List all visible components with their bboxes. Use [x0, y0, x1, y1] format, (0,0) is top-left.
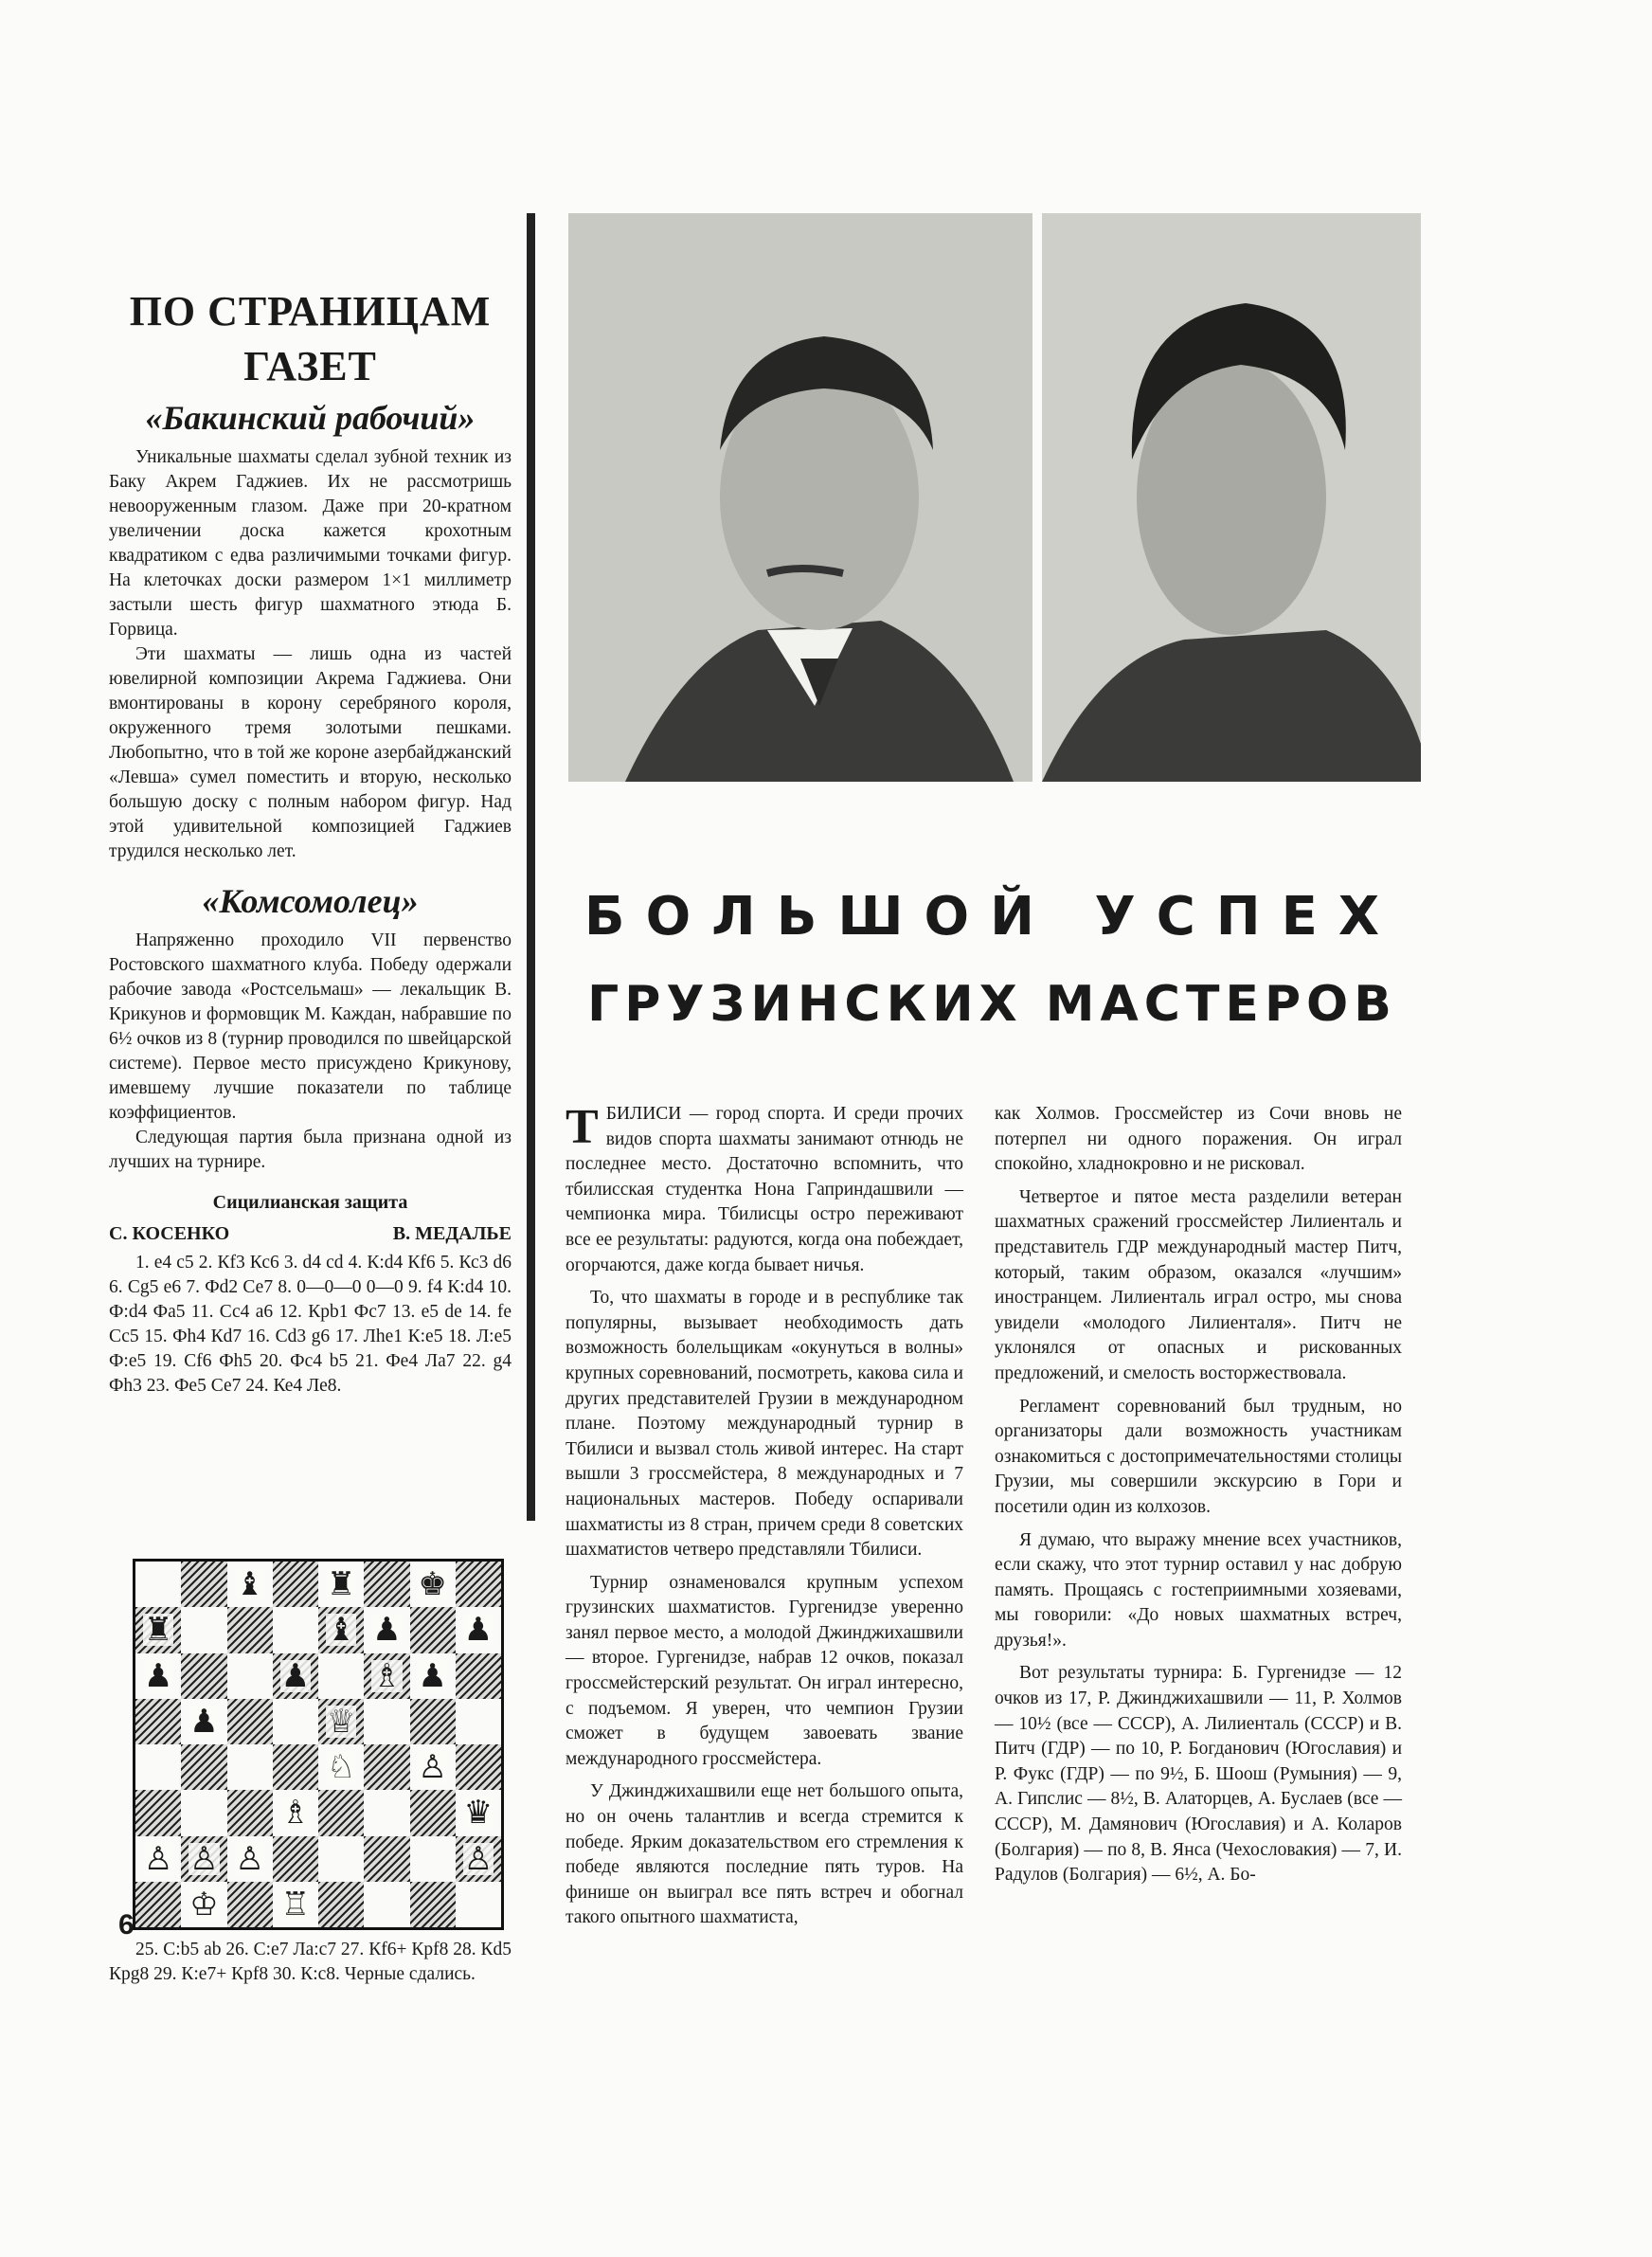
chess-piece-icon: ♟ [463, 1611, 494, 1650]
chess-piece-icon: ♘ [326, 1748, 356, 1787]
board-square [456, 1882, 501, 1927]
board-square [273, 1744, 318, 1790]
chess-piece-icon: ♔ [189, 1885, 219, 1923]
board-square [410, 1699, 456, 1744]
board-square [227, 1607, 273, 1652]
vertical-rule [527, 213, 535, 1521]
article-title-line-1: БОЛЬШОЙ УСПЕХ [584, 886, 1401, 948]
board-square [318, 1562, 364, 1607]
article-paragraph: Регламент соревнований был трудным, но организаторы дали возможность участникам ознакомиться с достопримечательностями столицы Грузии, мы совершили экскурсию в Гори и посетили один из колхозов. [995, 1396, 1402, 1517]
newspaper-title-baku: «Бакинский рабочий» [145, 399, 476, 437]
article-paragraph: Вот результаты турнира: Б. Гургенидзе — 12 очков из 17, Р. Джинджихашвили — 11, Р. Холмов — 10½ (все — СССР), А. Лилиенталь (СССР) и В. Питч (ГДР) — по 10, Р. Богданович (Югославия) и Р. Фукс (ГДР) — по 9½, Б. Шоош (Румыния) — 9, А. Гипслис — 8½, В. Алаторцев, А. Буслаев (все — СССР), М. Дамянович (Югославия) и А. Коларов (Болгария) — по 8, В. Янса (Чехословакия) — 7, И. Радулов (Болгария) — 6½, А. Бо- [995, 1663, 1402, 1886]
board-square [456, 1790, 501, 1835]
article-paragraph: Я думаю, что выражу мнение всех участников, если скажу, что этот турнир оставил у нас добрую память. Прощаясь с гостеприимными хозяевами, мы говорили: «До новых шахматных встреч, друзья!». [995, 1529, 1402, 1651]
chess-piece-icon: ♚ [418, 1565, 447, 1604]
board-square [273, 1699, 318, 1744]
board-square [273, 1562, 318, 1607]
board-square [410, 1607, 456, 1652]
black-player: В. МЕДАЛЬЕ [392, 1223, 512, 1244]
board-square [318, 1836, 364, 1882]
board-square [410, 1882, 456, 1927]
chess-piece-icon: ♝ [235, 1565, 264, 1604]
board-square [364, 1744, 409, 1790]
chess-piece-icon: ♛ [463, 1794, 494, 1833]
opening-name: Сицилианская защита [212, 1192, 408, 1213]
board-square [181, 1790, 226, 1835]
board-square [410, 1836, 456, 1882]
komsomolets-paragraph: Напряженно проходило VII первенство Ростовского шахматного клуба. Победу одержали рабочие завода «Ростсельмаш» — лекальщик В. Крикунов и формовщик М. Каждан, набравшие по 6½ очков из 8 (турнир проводился по швейцарской системе). Первое место присуждено Крикунову, имевшему лучшие показатели по таблице коэффициентов. [109, 930, 512, 1123]
board-square [227, 1744, 273, 1790]
board-square [181, 1653, 226, 1699]
board-square [135, 1562, 181, 1607]
article-paragraph: Турнир ознаменовался крупным успехом грузинских шахматистов. Гургенидзе уверенно занял первое место, а молодой Джинджихашвили — второе. Гургенидзе, набрав 12 очков, показал гроссмейстерский результат. Он играл интересно, с подъемом. Я уверен, что чемпион Грузии сможет в будущем завоевать звание международного гроссмейстера. [566, 1572, 963, 1769]
chess-piece-icon: ♝ [326, 1611, 356, 1650]
left-column [109, 284, 512, 1399]
moves-after-diagram-block [109, 1938, 512, 1987]
drop-cap: Т [566, 1100, 599, 1154]
board-square [318, 1882, 364, 1927]
komsomolets-paragraph: Следующая партия была признана одной из лучших на турнире. [109, 1128, 512, 1172]
board-square [181, 1699, 226, 1744]
board-square [410, 1653, 456, 1699]
portrait-right-image [1042, 213, 1421, 782]
article-paragraph: У Джинджихашвили еще нет большого опыта, но он очень талантлив и всегда стремится к победе. Ярким доказательством его стремления к победе являются последние пять туров. На финише он выиграл все пять встреч и обогнал такого опытного шахматиста, [566, 1781, 963, 1928]
board-square [456, 1562, 501, 1607]
board-square [273, 1790, 318, 1835]
board-square [135, 1699, 181, 1744]
board-square [364, 1836, 409, 1882]
board-square [227, 1562, 273, 1607]
players-line [109, 1223, 512, 1245]
page-number: 6 [118, 1909, 135, 1941]
baku-paragraph: Эти шахматы — лишь одна из частей ювелирной композиции Акрема Гаджиева. Они вмонтированы в корону серебряного короля, окруженного тремя золотыми пешками. Любопытно, что в той же короне азербайджанский «Левша» сумел поместить и вторую, несколько большую доску с полным набором фигур. Над этой удивительной композицией Гаджиев трудился несколько лет. [109, 644, 512, 861]
board-square [227, 1836, 273, 1882]
chess-piece-icon: ♗ [280, 1794, 311, 1833]
board-square [273, 1836, 318, 1882]
chess-piece-icon: ♙ [143, 1839, 173, 1878]
board-square [135, 1836, 181, 1882]
board-square [181, 1607, 226, 1652]
portrait-photo-left [568, 213, 1032, 782]
board-square [410, 1744, 456, 1790]
article-paragraph: Четвертое и пятое места разделили ветеран шахматных сражений гроссмейстер Лилиенталь и представитель ГДР международный мастер Питч, который, таким образом, оказался «лучшим» иностранцем. Лилиенталь играл остро, мы снова увидели «молодого Лилиенталя». Питч не уклонялся от опасных и рискованных предложений, и смелость восторжествовала. [995, 1186, 1402, 1383]
chess-piece-icon: ♜ [143, 1611, 173, 1650]
board-square [456, 1653, 501, 1699]
board-square [227, 1790, 273, 1835]
portrait-photo-right [1042, 213, 1421, 782]
board-square [364, 1790, 409, 1835]
chess-piece-icon: ♙ [418, 1748, 447, 1787]
article-column-right [995, 1102, 1402, 1896]
board-square [318, 1744, 364, 1790]
article-paragraph: То, что шахматы в городе и в республике так популярны, вызывает необходимость дать возможность болельщикам «окунуться в волны» крупных соревнований, посмотреть, какова сила и других представителей Грузии в международном плане. Поэтому международный турнир в Тбилиси и вызвал столь живой интерес. На старт вышли 3 гроссмейстера, 8 международных и 7 национальных мастеров. Победу оспаривали шахматисты из 8 стран, причем среди 8 советских шахматистов четверо представляли Тбилиси. [566, 1288, 963, 1561]
board-square [135, 1653, 181, 1699]
board-square [273, 1607, 318, 1652]
board-square [227, 1653, 273, 1699]
white-player: С. КОСЕНКО [109, 1223, 230, 1244]
board-square [135, 1607, 181, 1652]
board-square [135, 1790, 181, 1835]
chess-piece-icon: ♜ [326, 1565, 356, 1604]
board-square [318, 1699, 364, 1744]
board-square [456, 1699, 501, 1744]
board-square [364, 1562, 409, 1607]
chess-piece-icon: ♟ [189, 1702, 219, 1741]
board-square [364, 1607, 409, 1652]
chess-piece-icon: ♙ [189, 1839, 219, 1878]
baku-paragraph: Уникальные шахматы сделал зубной техник из Баку Акрем Гаджиев. Их не рассмотришь невооруженным глазом. Даже при 20-кратном увеличении доска кажется крохотным квадратиком с едва различимыми точками фигур. На клеточках доски размером 1×1 миллиметр застыли шесть фигур шахматного этюда Б. Горвица. [109, 447, 512, 640]
board-square [410, 1790, 456, 1835]
article-paragraph: как Холмов. Гроссмейстер из Сочи вновь не потерпел ни одного поражения. Он играл спокойно, хладнокровно и не рисковал. [995, 1104, 1402, 1175]
chess-diagram [133, 1559, 504, 1930]
board-square [318, 1607, 364, 1652]
board-square [273, 1882, 318, 1927]
article-paragraph [566, 1102, 963, 1278]
portrait-left-image [568, 213, 1032, 782]
section-heading: ПО СТРАНИЦАМ ГАЗЕТ [129, 288, 492, 389]
board-square [181, 1882, 226, 1927]
board-square [364, 1882, 409, 1927]
chess-piece-icon: ♟ [143, 1656, 173, 1695]
chess-piece-icon: ♟ [418, 1656, 447, 1695]
chess-piece-icon: ♕ [326, 1702, 356, 1741]
board-square [135, 1882, 181, 1927]
board-square [456, 1607, 501, 1652]
board-square [181, 1836, 226, 1882]
board-square [181, 1562, 226, 1607]
chess-piece-icon: ♗ [372, 1656, 402, 1695]
board-square [456, 1744, 501, 1790]
game-moves: 1. е4 с5 2. Кf3 Кс6 3. d4 cd 4. К:d4 Кf6 5. Кс3 d6 6. Сg5 е6 7. Фd2 Се7 8. 0—0—0 0—0 9. f4 К:d4 10. Ф:d4 Фа5 11. Сс4 а6 12. Крb1 Фс7 13. е5 de 14. fe Сс5 15. Фh4 Кd7 16. Сd3 g6 17. Лhe1 К:е5 18. Л:е5 Ф:е5 19. Сf6 Фh5 20. Фс4 b5 21. Фе4 Ла7 22. g4 Фh3 23. Фе5 Се7 24. Ке4 Ле8. [109, 1253, 512, 1396]
board-square [227, 1699, 273, 1744]
board-square [364, 1699, 409, 1744]
chess-piece-icon: ♙ [463, 1839, 494, 1878]
board-square [364, 1653, 409, 1699]
article-title-line-2: ГРУЗИНСКИХ МАСТЕРОВ [587, 976, 1397, 1033]
board-square [181, 1744, 226, 1790]
board-square [135, 1744, 181, 1790]
newspaper-title-komsomolets: «Комсомолец» [202, 882, 419, 920]
board-square [227, 1882, 273, 1927]
game-moves-continued: 25. С:b5 ab 26. С:е7 Ла:с7 27. Кf6+ Крf8 28. Кd5 Крg8 29. К:е7+ Крf8 30. К:с8. Черные сдались. [109, 1940, 512, 1984]
board-square [318, 1790, 364, 1835]
board-square [273, 1653, 318, 1699]
board-square [410, 1562, 456, 1607]
article-paragraph-text: БИЛИСИ — город спорта. И среди прочих видов спорта шахматы занимают отнюдь не последнее место. Достаточно вспомнить, что тбилисская студентка Нона Гаприндашвили — чемпионка мира. Тбилисцы остро переживают все ее результаты: радуются, когда она побеждает, огорчаются, даже когда бывает ничья. [566, 1104, 963, 1275]
chess-piece-icon: ♖ [280, 1885, 311, 1923]
chess-piece-icon: ♟ [280, 1656, 311, 1695]
article-column-middle [566, 1102, 963, 1939]
board-square [318, 1653, 364, 1699]
board-square [456, 1836, 501, 1882]
chess-piece-icon: ♙ [235, 1839, 264, 1878]
chess-piece-icon: ♟ [372, 1611, 402, 1650]
